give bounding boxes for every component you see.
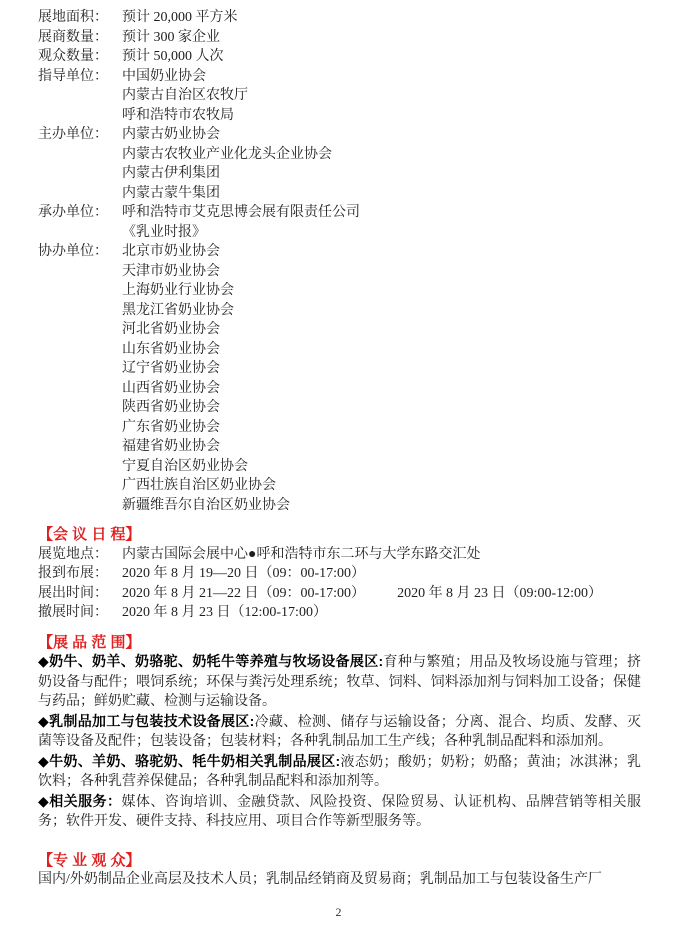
info-label: 主办单位：	[38, 127, 108, 142]
info-values	[122, 47, 641, 67]
info-value-line: 河北省奶业协会	[122, 322, 220, 337]
info-value-line: 内蒙古奶业协会	[122, 127, 220, 142]
info-row	[38, 28, 641, 48]
professional-visitors-section	[38, 851, 641, 890]
exhibition-info-section	[38, 8, 641, 515]
schedule-label: 报到布展：	[38, 566, 108, 581]
schedule-row	[38, 564, 641, 584]
info-value-line: 上海奶业行业协会	[122, 283, 234, 298]
schedule-values	[122, 584, 641, 604]
scope-zone-title: ◆乳制品加工与包装技术设备展区:	[38, 712, 255, 729]
info-value-line: 广西壮族自治区奶业协会	[122, 478, 276, 493]
info-row	[38, 242, 641, 515]
info-value-line: 内蒙古农牧业产业化龙头企业协会	[122, 146, 332, 162]
info-values	[122, 67, 641, 126]
info-values	[122, 242, 641, 515]
schedule-value: 2020 年 8 月 23 日（12:00-17:00）	[122, 605, 327, 620]
schedule-label: 撤展时间：	[38, 605, 108, 620]
info-values	[122, 125, 641, 203]
info-row	[38, 203, 641, 242]
info-value-line: 陕西省奶业协会	[122, 400, 220, 415]
info-value-line: 预计 300 家企业	[122, 29, 220, 45]
info-value-line: 中国奶业协会	[122, 68, 206, 84]
info-label: 承办单位：	[38, 205, 108, 220]
info-value-line: 预计 50,000 人次	[122, 49, 224, 64]
info-value-line: 呼和浩特市艾克思博会展有限责任公司	[122, 205, 360, 220]
schedule-section	[38, 525, 641, 623]
scope-zone-text: 冷藏、检测、储存与运输设备；分离、混合、均质、发酵、灭菌等设备及配件；包装设备；包装材料；各种乳制品加工生产线；各种乳制品配料和添加剂。	[38, 714, 641, 749]
scope-zone-title: ◆相关服务：	[38, 792, 122, 809]
scope-paragraph	[38, 752, 641, 792]
info-label: 协办单位：	[38, 244, 108, 259]
scope-paragraph	[38, 712, 641, 752]
info-value-line: 山东省奶业协会	[122, 341, 220, 357]
info-label: 指导单位：	[38, 68, 108, 84]
scope-zone-text: 育种与繁殖；用品及牧场设施与管理；挤奶设备与配件；喂饲系统；环保与粪污处理系统；牧草、饲料、饲料添加剂与饲料加工设备；保健与药品；鲜奶贮藏、检测与运输设备。	[38, 655, 641, 709]
info-value-line: 内蒙古伊利集团	[122, 166, 220, 181]
schedule-value-2: 2020 年 8 月 23 日（09:00-12:00）	[397, 585, 603, 601]
info-value-line: 宁夏自治区奶业协会	[122, 458, 248, 474]
info-value-line: 山西省奶业协会	[122, 380, 220, 396]
scope-zone-title: ◆牛奶、羊奶、骆驼奶、牦牛奶相关乳制品展区:	[38, 752, 341, 769]
schedule-value: 内蒙古国际会展中心●呼和浩特市东二环与大学东路交汇处	[122, 546, 481, 562]
info-values	[122, 203, 641, 242]
scope-zone-text: 媒体、咨询培训、金融贷款、风险投资、保险贸易、认证机构、品牌营销等相关服务；软件开发、硬件支持、科技应用、项目合作等新型服务等。	[38, 794, 641, 829]
schedule-row	[38, 584, 641, 604]
schedule-label: 展出时间：	[38, 585, 108, 601]
info-value-line: 新疆维吾尔自治区奶业协会	[122, 497, 290, 513]
schedule-value: 2020 年 8 月 21—22 日（09：00-17:00）	[122, 585, 366, 601]
professional-visitors-heading: 【专 业 观 众】	[38, 851, 141, 869]
scope-zone-text: 液态奶；酸奶；奶粉；奶酪；黄油；冰淇淋；乳饮料；各种乳营养保健品；各种乳制品配料和添加剂等。	[38, 754, 641, 789]
info-value-line: 北京市奶业协会	[122, 244, 220, 259]
page-number: 2	[335, 905, 342, 919]
info-label: 展商数量：	[38, 29, 108, 45]
info-value-line: 《乳业时报》	[122, 224, 206, 240]
info-row	[38, 47, 641, 67]
info-values	[122, 8, 641, 28]
schedule-heading: 【会 议 日 程】	[38, 526, 141, 543]
info-value-line: 呼和浩特市农牧局	[122, 107, 234, 123]
info-value-line: 辽宁省奶业协会	[122, 361, 220, 376]
info-value-line: 天津市奶业协会	[122, 263, 220, 279]
schedule-row	[38, 545, 641, 565]
exhibit-scope-heading: 【展 品 范 围】	[38, 633, 141, 651]
scope-paragraph	[38, 652, 641, 712]
info-row	[38, 67, 641, 126]
schedule-value: 2020 年 8 月 19—20 日（09：00-17:00）	[122, 566, 366, 581]
info-value-line: 内蒙古自治区农牧厅	[122, 88, 248, 103]
info-row	[38, 125, 641, 203]
exhibit-scope-section	[38, 633, 641, 832]
info-value-line: 福建省奶业协会	[122, 439, 220, 454]
scope-zone-title: ◆奶牛、奶羊、奶骆驼、奶牦牛等养殖与牧场设备展区:	[38, 653, 384, 669]
info-label: 观众数量：	[38, 49, 108, 64]
schedule-label: 展览地点：	[38, 546, 108, 562]
info-row	[38, 8, 641, 28]
info-label: 展地面积：	[38, 10, 108, 25]
scope-paragraph	[38, 792, 641, 832]
professional-visitors-text: 国内/外奶制品企业高层及技术人员；乳制品经销商及贸易商；乳制品加工与包装设备生产厂	[38, 872, 602, 887]
info-value-line: 黑龙江省奶业协会	[122, 302, 234, 318]
schedule-row	[38, 603, 641, 623]
info-value-line: 内蒙古蒙牛集团	[122, 185, 220, 201]
info-value-line: 预计 20,000 平方米	[122, 10, 238, 25]
info-values	[122, 28, 641, 48]
info-value-line: 广东省奶业协会	[122, 419, 220, 435]
